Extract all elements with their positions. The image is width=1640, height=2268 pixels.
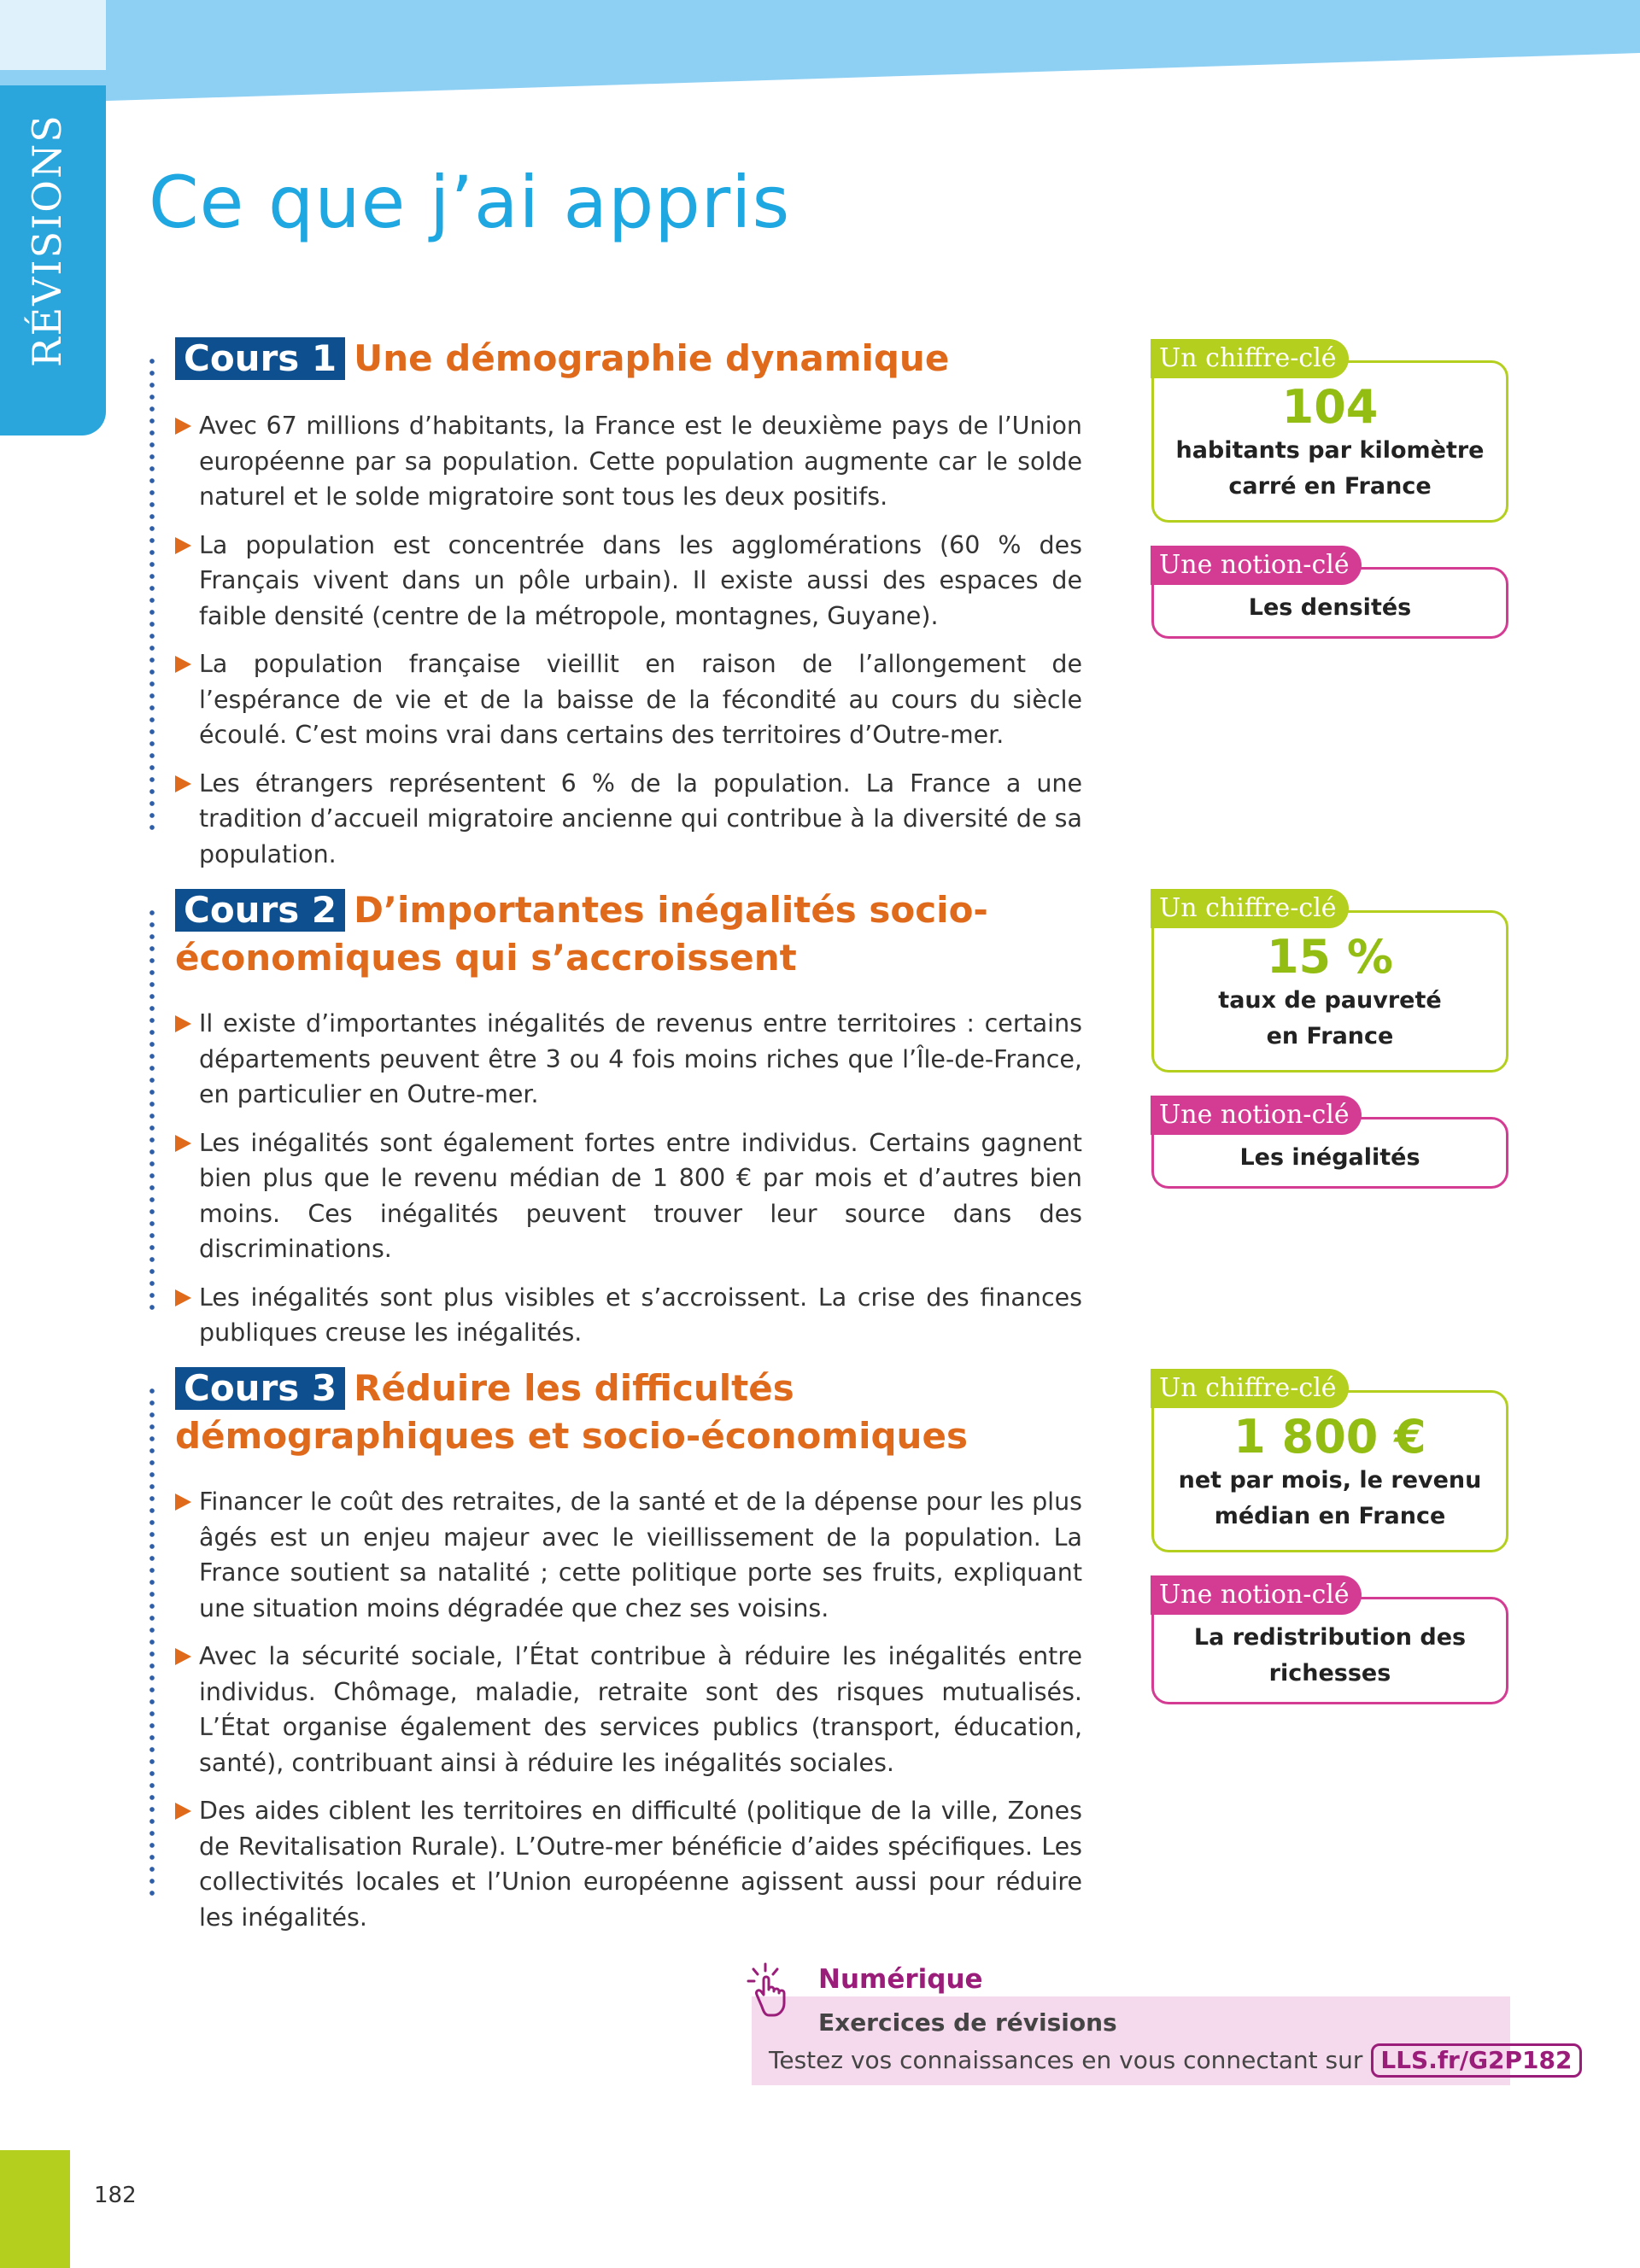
- list-item: [175, 1125, 1082, 1267]
- section-dotted-rule: [149, 1385, 155, 1897]
- bullet-text: Les étrangers représentent 6 % de la population. La France a une tradition d’accueil migratoire ancienne qui contribue à la diversité de sa population.: [199, 769, 1082, 868]
- bullet-text: Les inégalités sont plus visibles et s’accroissent. La crise des finances publiques creuse les inégalités.: [199, 1283, 1082, 1347]
- section-dotted-rule: [149, 355, 155, 833]
- bullet-text: La population française vieillit en raison de l’allongement de l’espérance de vie et de la baisse de la fécondité au cours du siècle écoulé. C’est moins vrai dans certains des territoires d’Outre-mer.: [199, 650, 1082, 749]
- section-title: D’importantes inégalités socio-économiques qui s’accroissent: [175, 889, 988, 979]
- footer-color-block: [0, 2150, 70, 2268]
- bullet-text: Des aides ciblent les territoires en difficulté (politique de la ville, Zones de Revitalisation Rurale). L’Outre-mer bénéficie d’aides spécifiques. Les collectivités locales et l’Union européenne agissent aussi pour réduire les inégalités.: [199, 1797, 1082, 1932]
- key-figure-value: 15 %: [1266, 930, 1394, 984]
- section-title: Réduire les difficultés démographiques et socio-économiques: [175, 1367, 968, 1457]
- key-figure-text: médian en France: [1214, 1503, 1446, 1529]
- key-figure-value: 1 800 €: [1233, 1410, 1426, 1464]
- cours-badge: Cours 1: [175, 337, 345, 380]
- bullet-text: Financer le coût des retraites, de la santé et de la dépense pour les plus âgés est un enjeu majeur avec le vieillissement de la population. La France soutient sa natalité ; cette politique porte ses fruits, expliquant une situation moins dégradée que chez ses voisins.: [199, 1488, 1082, 1622]
- list-item: [175, 528, 1082, 634]
- key-figure-text: habitants par kilomètre: [1175, 437, 1485, 464]
- page-title: Ce que j’ai appris: [149, 161, 791, 244]
- bullet-text: Avec la sécurité sociale, l’État contribue à réduire les inégalités entre individus. Chômage, maladie, retraite sont des risques mutualisés. L’État organise également des services publics (transport, éducation, santé), contribuant ainsi à réduire les inégalités sociales.: [199, 1642, 1082, 1777]
- bullet-list: [175, 1484, 1082, 1948]
- arrow-bullet-icon: [175, 775, 191, 792]
- list-item: [175, 1006, 1082, 1113]
- page-number: 182: [94, 2183, 137, 2208]
- key-notion-label: Une notion-clé: [1151, 1575, 1362, 1615]
- bullet-text: La population est concentrée dans les agglomérations (60 % des Français vivent dans un pôle urbain). Il existe aussi des espaces de faible densité (centre de la métropole, montagnes, Guyane).: [199, 530, 1082, 630]
- list-item: [175, 1280, 1082, 1351]
- key-notion-text: Les inégalités: [1239, 1144, 1420, 1171]
- key-figure-text: carré en France: [1228, 473, 1432, 500]
- numerique-title: Numérique: [818, 1964, 983, 1995]
- section-dotted-rule: [149, 907, 155, 1317]
- key-notion-label: Une notion-clé: [1151, 546, 1362, 585]
- arrow-bullet-icon: [175, 418, 191, 435]
- key-notion-text: Les densités: [1248, 594, 1412, 621]
- arrow-bullet-icon: [175, 1493, 191, 1511]
- key-figure-label: Un chiffre-clé: [1151, 889, 1349, 928]
- cours-badge: Cours 3: [175, 1367, 345, 1410]
- section-title: Une démographie dynamique: [354, 337, 950, 379]
- numerique-link[interactable]: LLS.fr/G2P182: [1371, 2043, 1581, 2078]
- key-figure-label: Un chiffre-clé: [1151, 339, 1349, 378]
- list-item: [175, 1639, 1082, 1780]
- section-heading: [175, 335, 1098, 383]
- arrow-bullet-icon: [175, 656, 191, 673]
- key-notion-box: [1151, 1100, 1508, 1189]
- key-figure-text: net par mois, le revenu: [1178, 1467, 1482, 1493]
- bullet-text: Les inégalités sont également fortes entre individus. Certains gagnent bien plus que le revenu médian de 1 800 € par mois et d’autres bien moins. Ces inégalités peuvent trouver leur source dans des discriminations.: [199, 1128, 1082, 1263]
- key-notion-label: Une notion-clé: [1151, 1096, 1362, 1135]
- bullet-list: [175, 408, 1082, 885]
- key-notion-box: [1151, 550, 1508, 639]
- section-heading: [175, 886, 1098, 982]
- section-heading: [175, 1365, 1098, 1460]
- arrow-bullet-icon: [175, 1803, 191, 1820]
- key-notion-text: richesses: [1268, 1660, 1391, 1686]
- arrow-bullet-icon: [175, 1135, 191, 1152]
- arrow-bullet-icon: [175, 537, 191, 554]
- side-tab-label: RÉVISIONS: [24, 114, 70, 367]
- bullet-text: Il existe d’importantes inégalités de revenus entre territoires : certains départements peuvent être 3 ou 4 fois moins riches que l’Île-de-France, en particulier en Outre-mer.: [199, 1009, 1082, 1108]
- key-figure-box: [1151, 343, 1508, 523]
- list-item: [175, 646, 1082, 753]
- numerique-text-line: [769, 2043, 1582, 2078]
- key-figure-value: 104: [1281, 380, 1379, 434]
- list-item: [175, 1484, 1082, 1626]
- list-item: [175, 1793, 1082, 1935]
- numerique-subtitle: Exercices de révisions: [818, 2008, 1117, 2037]
- key-figure-text: taux de pauvreté: [1218, 987, 1442, 1014]
- bullet-text: Avec 67 millions d’habitants, la France est le deuxième pays de l’Union européenne par sa population. Cette population augmente car le solde naturel et le solde migratoire sont tous les deux positifs.: [199, 412, 1082, 511]
- arrow-bullet-icon: [175, 1015, 191, 1032]
- key-notion-box: [1151, 1580, 1508, 1704]
- arrow-bullet-icon: [175, 1289, 191, 1306]
- list-item: [175, 408, 1082, 515]
- key-figure-label: Un chiffre-clé: [1151, 1369, 1349, 1408]
- bullet-list: [175, 1006, 1082, 1364]
- numerique-text: Testez vos connaissances en vous connectant sur: [769, 2046, 1363, 2074]
- key-notion-text: La redistribution des: [1193, 1624, 1467, 1651]
- cours-badge: Cours 2: [175, 889, 345, 932]
- arrow-bullet-icon: [175, 1648, 191, 1665]
- key-figure-box: [1151, 893, 1508, 1073]
- list-item: [175, 766, 1082, 873]
- hand-click-icon: [741, 1961, 801, 2020]
- key-figure-box: [1151, 1373, 1508, 1552]
- key-figure-text: en France: [1266, 1023, 1394, 1049]
- header-band: [0, 0, 1640, 111]
